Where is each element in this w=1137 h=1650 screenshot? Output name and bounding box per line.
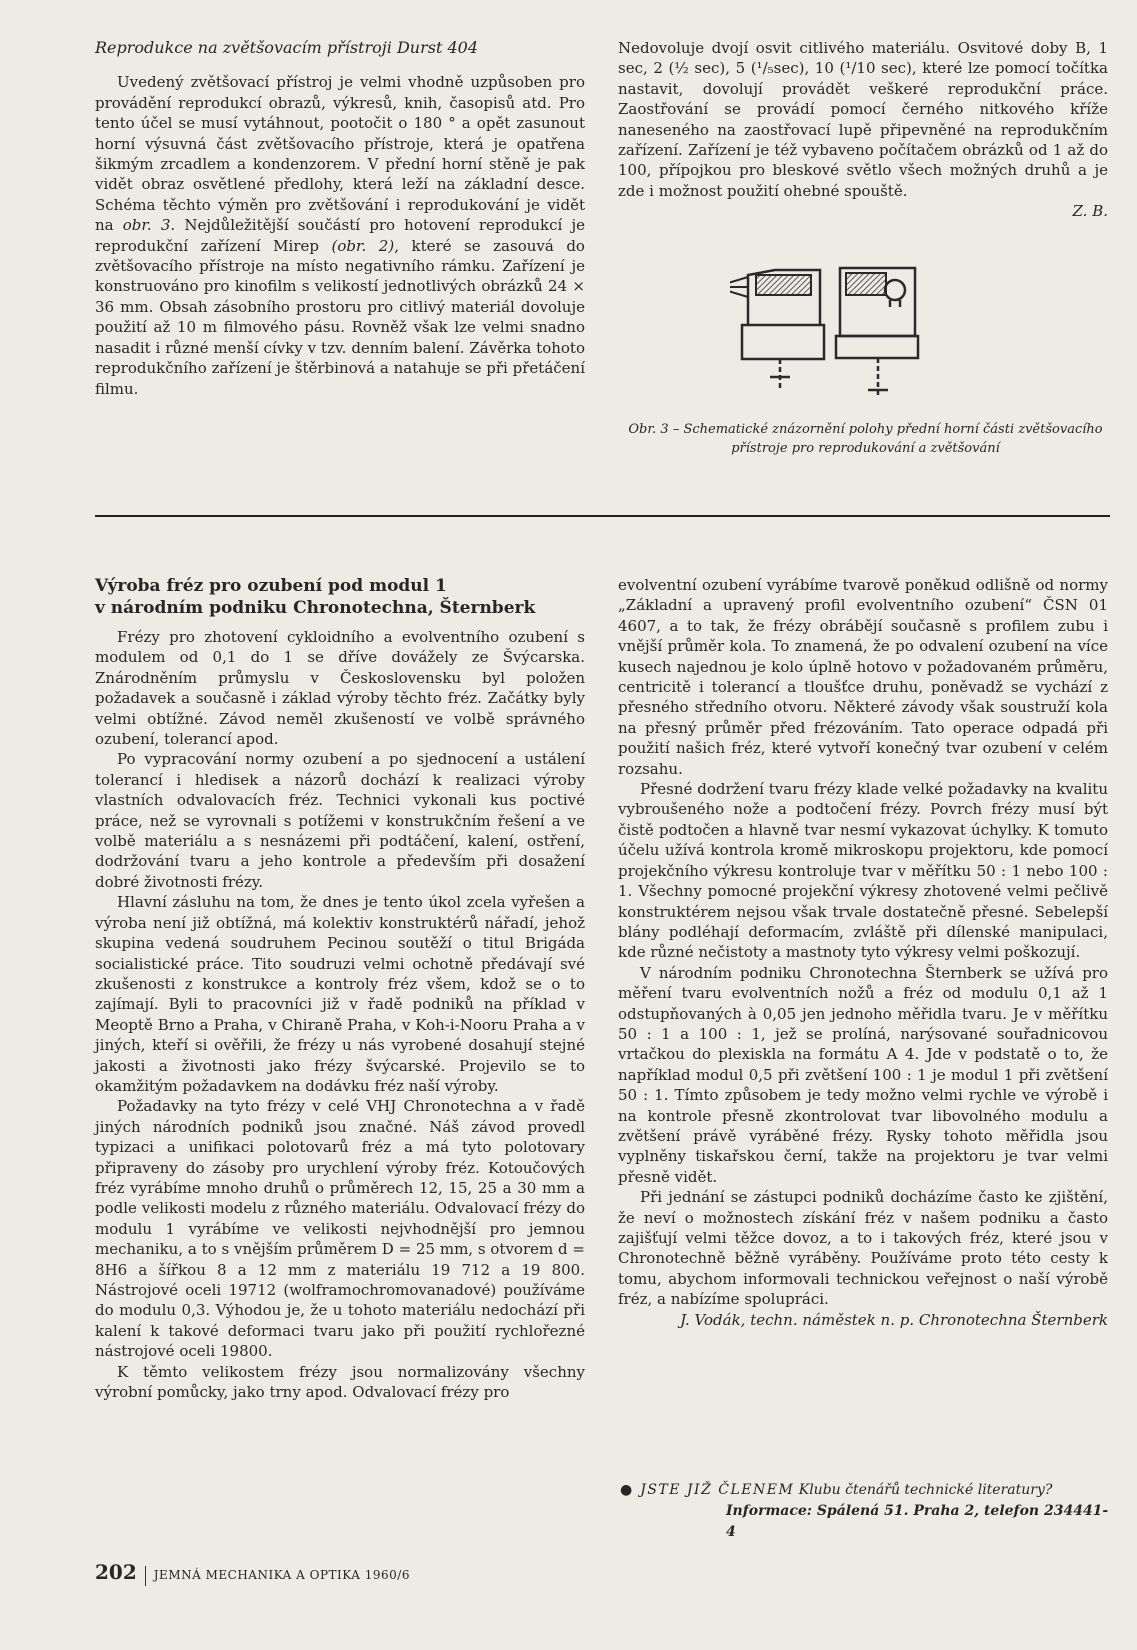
paragraph: K těmto velikostem frézy jsou normalizovány všechny výrobní pomůcky, jako trny apod. Odvalovací frézy pro [95, 1362, 585, 1402]
paragraph: Po vypracování normy ozubení a po sjednocení a ustálení tolerancí i hledisek a názorů dochází k realizaci výroby vlastních odvalovacích fréz. Technici vykonali kus poctivé práce, než se vyrovnali s potížemi v konstrukčním řešení a ve volbě materiálu a s nesnázemi při podtáčení, kalení, ostření, dodržování tvaru a jeho kontrole a především při dosažení dobré životnosti frézy. [95, 750, 585, 891]
article-title [95, 575, 585, 619]
page-footer [95, 1560, 410, 1586]
article-signature: J. Vodák, techn. náměstek n. p. Chronotechna Šternberk [680, 1310, 1108, 1329]
caption-text: – Schematické znázornění polohy přední horní části zvětšovacího přístroje pro reprodukování a zvětšování [668, 422, 1103, 456]
top-left-column [95, 38, 585, 399]
notice-contact: Informace: Spálená 51. Praha 2, telefon 234441-4 [726, 1503, 1109, 1540]
paragraph: Frézy pro zhotovení cykloidního a evolventního ozubení s modulem od 0,1 do 1 se dříve dovážely ze Švýcarska. Znárodněním průmyslu v Československu byl položen požadavek a současně i základ výroby těchto fréz. Začátky byly velmi obtížné. Závod neměl zkušeností ve volbě správného ozubení, tolerancí apod. [95, 628, 585, 749]
bullet-icon: ● [620, 1482, 633, 1498]
figure-caption [618, 420, 1113, 458]
notice-caps: JSTE JIŽ ČLENEM [640, 1482, 795, 1498]
paragraph: evolventní ozubení vyrábíme tvarově poněkud odlišně od normy „Základní a upravený profil evolventního ozubení“ ČSN 01 4607, a to tak, že frézy obrábějí současně s profilem zubu i vnější průměr kola. To znamená, že po odvalení ozubení na více kusech najednou je kolo úplně hotovo v požadovaném průměru, centricitě i tolerancí a tloušťce druhu, poněvadž se vychází z přesného středního otvoru. Některé závody však soustruží kola na přesný průměr před frézováním. Tato operace odpadá při použití našich fréz, které vytvoří konečný tvar ozubení v celém rozsahu. [618, 576, 1108, 778]
journal-name: JEMNÁ MECHANIKA A OPTIKA 1960/6 [153, 1568, 410, 1582]
paragraph [95, 72, 585, 399]
paragraph: Nedovoluje dvojí osvit citlivého materiálu. Osvitové doby B, 1 sec, 2 (½ sec), 5 (¹/₅sec), 10 (¹/10 sec), které lze pomocí točítka nastavit, dovolují provádět veškeré reprodukční práce. Zaostřování se provádí pomocí černého nitkového kříže naneseného na zaostřovací lupě připevněné na reprodukčním zařízení. Zařízení je též vybaveno počítačem obrázků od 1 až do 100, přípojkou pro bleskové světlo všech možných druhů a je zde i možnost použití ohebné spouště. [618, 39, 1108, 200]
paragraph: Při jednání se zástupci podniků docházíme často ke zjištění, že neví o možnostech získání fréz v našem podniku a často zajišťují velmi těžce dovoz, a to i takových fréz, které jsou v Chronotechně běžně vyráběny. Používáme proto této cesty k tomu, abychom informovali technickou veřejnost o naší výrobě fréz, a nabízíme spolupráci. [618, 1188, 1108, 1309]
paragraph: Požadavky na tyto frézy v celé VHJ Chronotechna a v řadě jiných národních podniků jsou značné. Náš závod provedl typizaci a unifikaci polotovarů fréz a má tyto polotovary připraveny do zásoby pro urychlení výroby fréz. Kotoučových fréz vyrábíme mnoho druhů o průměrech 12, 15, 25 a 30 mm a podle velikosti modelu z různého materiálu. Odvalovací frézy do modulu 1 vyrábíme ve velikosti nejvhodnější pro jemnou mechaniku, a to s vnějším průměrem D = 25 mm, s otvorem d = 8H6 a šířkou 8 a 12 mm z materiálu 19 712 a 19 800. Nástrojové oceli 19712 (wolframochromovanadové) používáme do modulu 0,3. Výhodou je, že u tohoto materiálu nedochází při kalení k takové deformaci tvaru jako při použití rychlořezné nástrojové oceli 19800. [95, 1097, 585, 1361]
page-number: 202 [95, 1560, 137, 1584]
figure-reference: obr. 3 [122, 216, 171, 235]
figure-reference: (obr. 2) [331, 236, 395, 255]
paragraph: Přesné dodržení tvaru frézy klade velké požadavky na kvalitu vybroušeného nože a podtočení frézy. Povrch frézy musí být čistě podtočen a hlavně tvar nesmí vykazovat úchylky. K tomuto účelu užívá kontrola kromě mikroskopu projektoru, kde pomocí projekčního výkresu kontroluje tvar v měřítku 50 : 1 nebo 100 : 1. Všechny pomocné projekční výkresy zhotovené velmi pečlivě konstruktérem nejsou však trvale dostatečně přesné. Sebelepší blány podléhají deformacím, zvláště při dílenské manipulaci, kde různé nečistoty a mastnoty tyto výkresy velmi poškozují. [618, 780, 1108, 962]
notice-text: Klubu čtenářů technické literatury? [798, 1482, 1053, 1498]
text-run: . Nejdůležitější součástí pro hotovení reprodukcí je reprodukční zařízení Mirep [95, 216, 585, 255]
text-run: Uvedený zvětšovací přístroj je velmi vhodně uzpůsoben pro provádění reprodukcí obrazů, výkresů, knih, časopisů atd. Pro tento účel se musí vytáhnout, pootočit o 180 ° a opět zasunout horní výsuvná část zvětšovacího přístroje, která je opatřena šikmým zrcadlem a kondenzorem. V přední horní stěně je pak vidět obraz osvětlené předlohy, která leží na základní desce. Schéma těchto výměn pro zvětšování i reprodukování je vidět na [95, 73, 585, 235]
notice-line [620, 1480, 1115, 1501]
club-notice [620, 1480, 1115, 1543]
footer-divider [145, 1566, 146, 1586]
section-divider [95, 515, 1110, 517]
section-heading: Reprodukce na zvětšovacím přístroji Durst 404 [95, 38, 478, 57]
text-run: , které se zasouvá do zvětšovacího přístroje na místo negativního rámku. Zařízení je konstruováno pro kinofilm s velikostí jednotlivých obrázků 24 × 36 mm. Obsah zásobního prostoru pro citlivý materiál dovoluje použití až 10 m filmového pásu. Rovněž však lze velmi snadno nasadit i různé menší cívky v tzv. denním balení. Závěrka tohoto reprodukčního zařízení je štěrbinová a natahuje se při přetáčení filmu. [95, 236, 585, 398]
figure-schematic [730, 265, 980, 405]
top-right-column [618, 38, 1108, 222]
article-right-column [618, 575, 1108, 1330]
title-line: v národním podniku Chronotechna, Šternberk [95, 598, 536, 618]
title-line: Výroba fréz pro ozubení pod modul 1 [95, 576, 447, 596]
paragraph: Hlavní zásluhu na tom, že dnes je tento úkol zcela vyřešen a výroba není již obtížná, má kolektiv konstruktérů nářadí, jehož skupina vedená soudruhem Pecinou soutěží o titul Brigáda socialistické práce. Tito soudruzi velmi ochotně předávají své zkušenosti z konstrukce a kontroly fréz všem, kdož se o to zajímají. Byli to pracovníci již v řadě podniků na příklad v Meoptě Brno a Praha, v Chiraně Praha, v Koh-i-Nooru Praha a v jiných, kteří si ověřili, že frézy u nás vyrobené dosahují stejné jakosti a životnosti jako frézy švýcarské. Projevilo se to okamžitým požadavkem na dodávku fréz naší výroby. [95, 893, 585, 1095]
author-initials: Z. B. [1072, 202, 1108, 221]
paragraph: V národním podniku Chronotechna Šternberk se užívá pro měření tvaru evolventních nožů a fréz od modulu 0,1 až 1 odstupňovaných à 0,05 jen jednoho měřidla tvaru. Je v měřítku 50 : 1 a 100 : 1, jež se prolíná, narýsované souřadnicovou vrtačkou do plexiskla na formátu A 4. Jde v podstatě o to, že například modul 0,5 při zvětšení 100 : 1 je modul 1 při zvětšení 50 : 1. Tímto způsobem je tedy možno velmi rychle ve výrobě i na kontrole přesně zkontrolovat tvar libovolného modulu a zvětšení právě vyráběné frézy. Rysky tohoto měřidla jsou vyplněny tiskařskou černí, takže na projektoru je tvar velmi přesně vidět. [618, 963, 1108, 1186]
article-left-column [95, 575, 585, 1402]
caption-label: Obr. 3 [628, 422, 669, 437]
